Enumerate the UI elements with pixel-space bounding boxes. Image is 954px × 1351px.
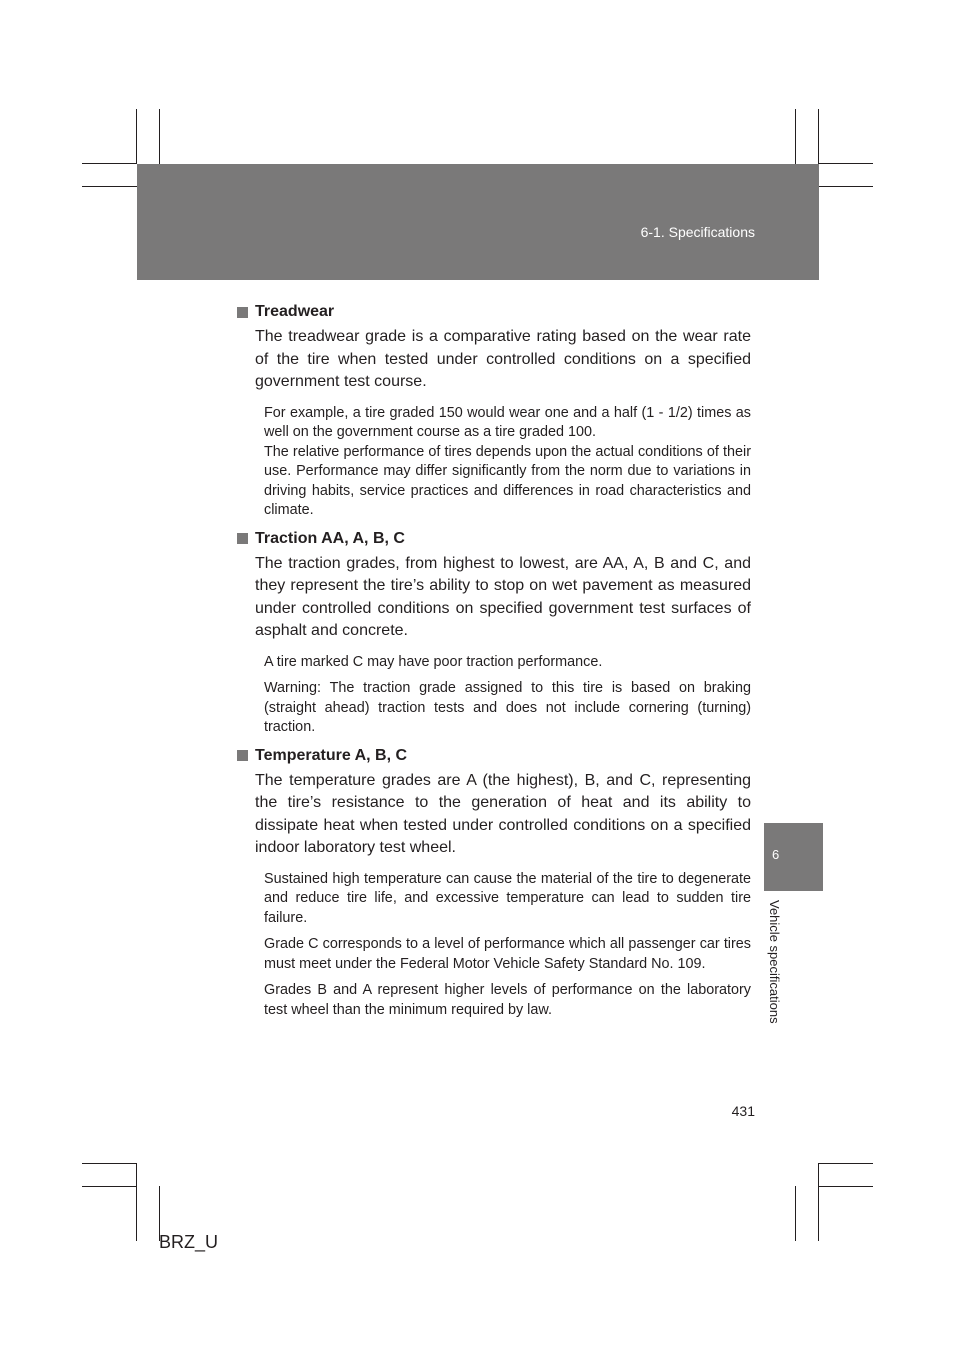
section-note: Warning: The traction grade assigned to this tire is based on braking (straight ahead) traction tests and does not include cornering (turning) traction. (264, 680, 751, 735)
square-bullet-icon (237, 750, 248, 761)
crop-mark (136, 1163, 137, 1241)
section-heading (237, 744, 751, 768)
crop-mark (818, 186, 873, 187)
crop-mark (82, 163, 137, 164)
crop-mark (159, 109, 160, 164)
heading-text: Treadwear (255, 303, 335, 320)
square-bullet-icon (237, 533, 248, 544)
crop-mark (795, 109, 796, 164)
header-band (137, 164, 819, 280)
chapter-label: Vehicle specifications (767, 900, 782, 1024)
section-note: Sustained high temperature can cause the material of the tire to degenerate and reduce tire life, and excessive temperature can lead to sudden tire failure. (264, 870, 751, 926)
crop-mark (82, 186, 137, 187)
heading-text: Traction AA, A, B, C (255, 529, 405, 547)
main-content (237, 300, 751, 1020)
crop-mark (795, 1186, 796, 1241)
chapter-number: 6 (772, 847, 780, 862)
footer-code: BRZ_U (159, 1232, 219, 1252)
crop-mark (82, 1186, 137, 1187)
section-heading (237, 527, 751, 551)
section-body: The treadwear grade is a comparative rating based on the wear rate of the tire when tested under controlled conditions on a specified government test course. (255, 328, 751, 390)
chapter-tab (764, 823, 823, 891)
crop-mark (818, 1186, 873, 1187)
section-body: The temperature grades are A (the highest), B, and C, representing the tire’s resistance to the generation of heat and its ability to dissipate heat when tested under controlled conditions on a specified indoor laboratory test wheel. (255, 771, 751, 856)
heading-text: Temperature A, B, C (255, 746, 408, 764)
section-note: For example, a tire graded 150 would wear one and a half (1 - 1/2) times as well on the government course as a tire graded 100. (264, 404, 751, 440)
crop-mark (818, 1163, 873, 1164)
section-heading (237, 300, 751, 324)
section-body: The traction grades, from highest to lowest, are AA, A, B and C, and they represent the tire’s ability to stop on wet pavement as measured under controlled conditions on specified government test surfaces of asphalt and concrete. (255, 554, 751, 639)
section-note: Grade C corresponds to a level of performance which all passenger car tires must meet under the Federal Motor Vehicle Safety Standard No. 109. (264, 936, 751, 972)
section-note: A tire marked C may have poor traction performance. (264, 653, 603, 670)
crop-mark (818, 109, 819, 164)
crop-mark (818, 1163, 819, 1241)
square-bullet-icon (237, 307, 248, 318)
crop-mark (818, 163, 873, 164)
crop-mark (136, 109, 137, 164)
section-label: 6-1. Specifications (640, 224, 755, 240)
section-note: Grades B and A represent higher levels of performance on the laboratory test wheel than the minimum required by law. (264, 982, 751, 1018)
section-note: The relative performance of tires depends upon the actual conditions of their use. Performance may differ significantly from the norm due to variations in driving habits, service practices and differences in road characteristics and climate. (264, 443, 751, 518)
page-number: 431 (731, 1103, 755, 1119)
crop-mark (82, 1163, 137, 1164)
